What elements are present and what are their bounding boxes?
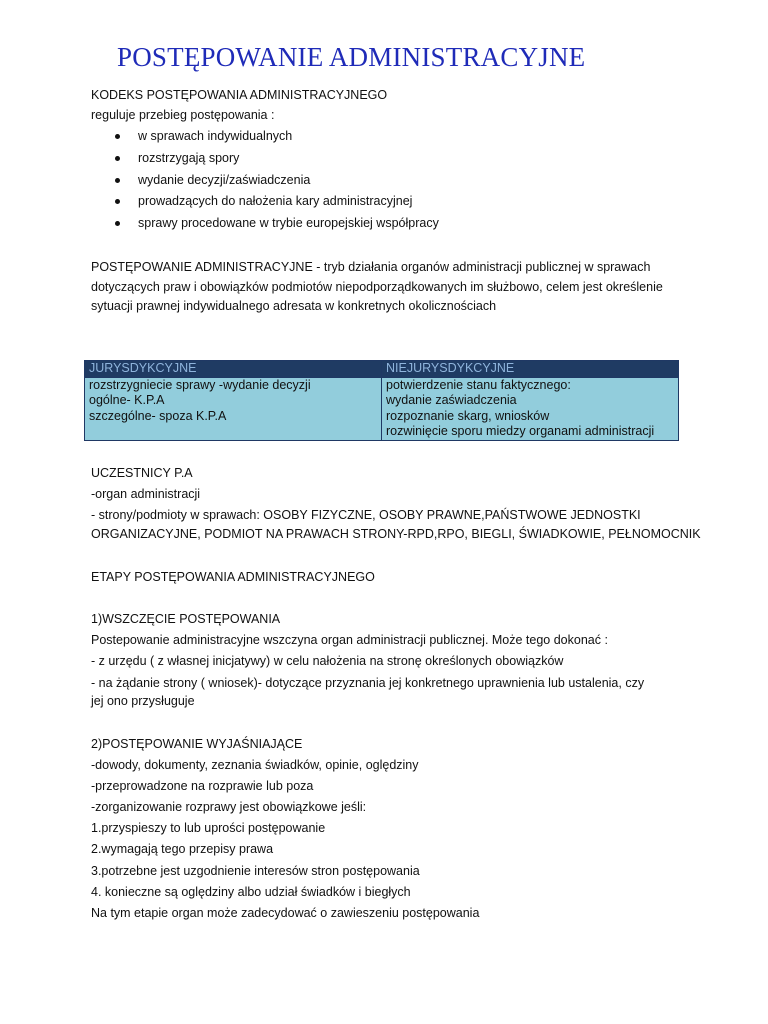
list-item: wydanie decyzji/zaświadczenia bbox=[91, 172, 439, 194]
stage2-heading: 2)POSTĘPOWANIE WYJAŚNIAJĄCE bbox=[91, 737, 303, 751]
stage1-line: jej ono przysługuje bbox=[91, 694, 195, 708]
kpa-bullet-list bbox=[91, 128, 439, 237]
stage2-line: 2.wymagają tego przepisy prawa bbox=[91, 842, 274, 856]
list-item: prowadzących do nałożenia kary administracyjnej bbox=[91, 193, 439, 215]
cell-line: rozstrzygniecie sprawy -wydanie decyzji bbox=[89, 377, 311, 392]
stage2-line: 1.przyspieszy to lub uprości postępowanie bbox=[91, 821, 326, 835]
stages-heading: ETAPY POSTĘPOWANIA ADMINISTRACYJNEGO bbox=[91, 570, 375, 584]
stage2-line: 3.potrzebne jest uzgodnienie interesów stron postępowania bbox=[91, 864, 420, 878]
table-row bbox=[85, 377, 679, 440]
participants-line: - strony/podmioty w sprawach: OSOBY FIZYCZNE, OSOBY PRAWNE,PAŃSTWOWE JEDNOSTKI bbox=[91, 508, 641, 522]
definition-paragraph: POSTĘPOWANIE ADMINISTRACYJNE - tryb działania organów administracji publicznej w sprawach dotyczących praw i obowiązków podmiotów niepodporządkowanych im służbowo, celem jest określenie sytuacji prawnej indywidualnego adresata w konkretnych okolicznościach bbox=[91, 260, 663, 313]
kpa-heading: KODEKS POSTĘPOWANIA ADMINISTRACYJNEGO bbox=[91, 88, 388, 102]
participants-line: -organ administracji bbox=[91, 487, 201, 501]
participants-line: ORGANIZACYJNE, PODMIOT NA PRAWACH STRONY-RPD,RPO, BIEGLI, ŚWIADKOWIE, PEŁNOMOCNIK bbox=[91, 527, 701, 541]
cell-line: rozwinięcie sporu miedzy organami administracji bbox=[386, 424, 655, 438]
stage1-line: - na żądanie strony ( wniosek)- dotyczące przyznania jej konkretnego uprawnienia lub ustalenia, czy bbox=[91, 676, 645, 690]
stage2-line: -przeprowadzone na rozprawie lub poza bbox=[91, 779, 314, 793]
participants-heading: UCZESTNICY P.A bbox=[91, 466, 193, 480]
cell-line: wydanie zaświadczenia bbox=[386, 393, 517, 407]
stage2-line: Na tym etapie organ może zadecydować o zawieszeniu postępowania bbox=[91, 906, 480, 920]
cell-line: ogólne- K.P.A bbox=[89, 393, 165, 407]
stage1-line: - z urzędu ( z własnej inicjatywy) w celu nałożenia na stronę określonych obowiązków bbox=[91, 654, 564, 668]
list-item: w sprawach indywidualnych bbox=[91, 128, 439, 150]
table-header-row bbox=[85, 361, 679, 378]
stage1-line: Postepowanie administracyjne wszczyna organ administracji publicznej. Może tego dokonać : bbox=[91, 633, 608, 647]
kpa-subheading: reguluje przebieg postępowania : bbox=[91, 108, 275, 122]
table-header-jurisdictional: JURYSDYKCYJNE bbox=[85, 361, 382, 378]
list-item: rozstrzygają spory bbox=[91, 150, 439, 172]
cell-line: szczególne- spoza K.P.A bbox=[89, 408, 227, 423]
table-cell-nonjurisdictional bbox=[382, 377, 679, 440]
stage2-line: -zorganizowanie rozprawy jest obowiązkowe jeśli: bbox=[91, 800, 367, 814]
list-item: sprawy procedowane w trybie europejskiej współpracy bbox=[91, 215, 439, 237]
table-header-nonjurisdictional: NIEJURYSDYKCYJNE bbox=[382, 361, 679, 378]
table-cell-jurisdictional bbox=[85, 377, 382, 440]
cell-line: rozpoznanie skarg, wniosków bbox=[386, 408, 550, 423]
stage2-line: 4. konieczne są oględziny albo udział świadków i biegłych bbox=[91, 885, 411, 899]
cell-line: potwierdzenie stanu faktycznego: bbox=[386, 377, 571, 392]
proceedings-table bbox=[84, 360, 679, 441]
stage1-heading: 1)WSZCZĘCIE POSTĘPOWANIA bbox=[91, 612, 281, 626]
page-title: POSTĘPOWANIE ADMINISTRACYJNE bbox=[117, 42, 586, 72]
stage2-line: -dowody, dokumenty, zeznania świadków, opinie, oględziny bbox=[91, 758, 419, 772]
